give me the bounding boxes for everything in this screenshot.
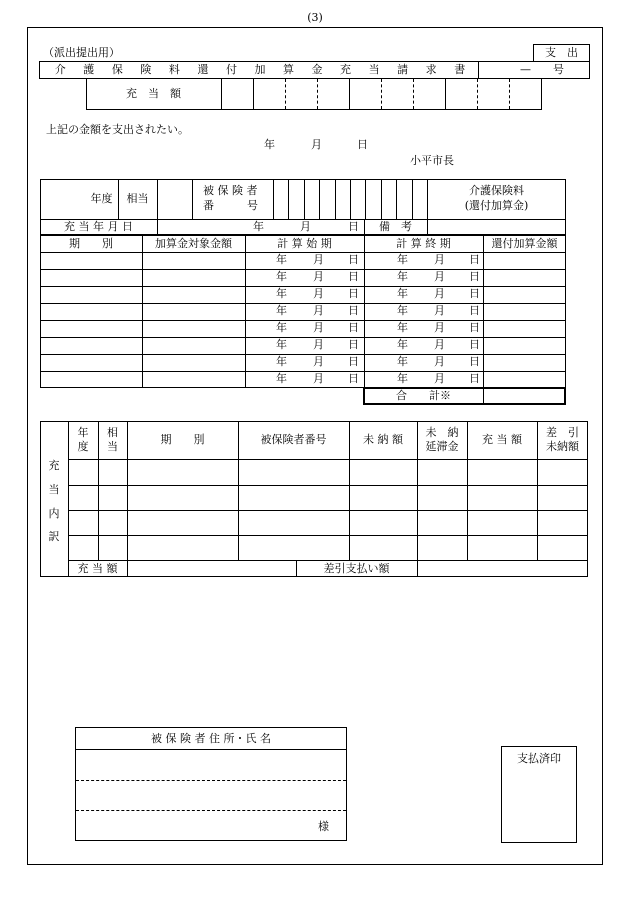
insured-digit-divider — [365, 179, 366, 219]
calc-end-month: 月 — [434, 338, 445, 351]
insured-digit-divider — [273, 179, 274, 219]
calc-start-month: 月 — [313, 355, 324, 368]
insured-digit-divider — [288, 179, 289, 219]
calc-start-month: 月 — [313, 321, 324, 334]
calc-end-day: 日 — [469, 355, 480, 368]
calc-row-divider — [40, 320, 566, 321]
side-label-char: 充 — [48, 459, 60, 472]
bd-year-line2: 度 — [77, 440, 89, 453]
bd-unpaid-header: 未 納 額 — [363, 433, 403, 447]
amount-label: 充 当 額 — [126, 87, 181, 101]
insured-digit-divider — [335, 179, 336, 219]
calc-start-month: 月 — [313, 287, 324, 300]
allot-year: 年 — [253, 220, 264, 233]
equivalent-label: 相当 — [126, 192, 149, 206]
calc-start-year: 年 — [276, 338, 287, 351]
calc-start-month: 月 — [313, 253, 324, 266]
calc-start-year: 年 — [276, 321, 287, 334]
side-label-char: 内 — [48, 507, 60, 520]
title-char: 金 — [311, 63, 323, 76]
request-month: 月 — [311, 138, 322, 151]
calc-end-month: 月 — [434, 355, 445, 368]
bd-late-line2: 延滞金 — [425, 440, 459, 453]
premium-label-line2: (還付加算金) — [464, 199, 529, 212]
calc-end-day: 日 — [469, 253, 480, 266]
calc-end-month: 月 — [434, 304, 445, 317]
calc-header: 加算金対象金額 — [155, 236, 232, 250]
category-label: 支 出 — [545, 46, 578, 60]
title-divider — [478, 61, 479, 79]
calc-row-divider — [40, 269, 566, 270]
bd-row-divider — [68, 459, 588, 460]
calc-end-month: 月 — [434, 253, 445, 266]
payment-stamp-label: 支払済印 — [517, 752, 561, 765]
title-char: 請 — [397, 63, 409, 76]
calc-start-day: 日 — [348, 253, 359, 266]
insured-digit-divider — [319, 179, 320, 219]
calc-row-divider — [40, 252, 566, 253]
remarks-label: 備 考 — [379, 220, 412, 234]
calc-end-day: 日 — [469, 270, 480, 283]
allot-month: 月 — [300, 220, 311, 233]
calc-row-divider — [40, 354, 566, 355]
side-label-char: 訳 — [48, 530, 60, 543]
bd-diff-line2: 未納額 — [546, 440, 579, 453]
calc-start-year: 年 — [276, 304, 287, 317]
bd-late-line1: 未 納 — [425, 426, 459, 439]
category-box — [533, 44, 590, 62]
insured-digit-divider — [381, 179, 382, 219]
bd-footer-divider — [417, 560, 418, 577]
amount-cell-divider — [349, 79, 350, 109]
amount-cell-divider — [445, 79, 446, 109]
page-number: (3) — [307, 11, 323, 24]
calc-end-year: 年 — [397, 372, 408, 385]
calc-col-divider — [142, 235, 143, 388]
calc-header: 計 算 終 期 — [396, 236, 451, 250]
bd-year-line1: 年 — [77, 426, 89, 439]
calc-end-day: 日 — [469, 304, 480, 317]
calc-start-month: 月 — [313, 338, 324, 351]
amount-cell-divider — [477, 79, 478, 109]
bd-eq-line1: 相 — [107, 426, 118, 439]
side-label-char: 当 — [48, 483, 60, 496]
title-char: 険 — [140, 63, 152, 76]
calc-row-divider — [40, 371, 566, 372]
calc-end-year: 年 — [397, 321, 408, 334]
calc-row-divider — [40, 286, 566, 287]
calc-start-year: 年 — [276, 372, 287, 385]
insured-digit-divider — [304, 179, 305, 219]
calc-row-divider — [40, 303, 566, 304]
title-char: 加 — [254, 63, 266, 76]
title-char: 護 — [83, 63, 95, 76]
calc-start-day: 日 — [348, 287, 359, 300]
insured-label-line1: 被 保 険 者 — [203, 184, 258, 197]
mayor-label: 小平市長 — [410, 154, 454, 167]
insured-digit-divider — [412, 179, 413, 219]
title-char: 介 — [54, 63, 66, 76]
allot-date-label: 充 当 年 月 日 — [64, 220, 133, 234]
calc-end-day: 日 — [469, 287, 480, 300]
title-char: 付 — [225, 63, 237, 76]
bd-row-divider — [68, 510, 588, 511]
calc-col-divider — [483, 235, 484, 388]
bd-insured-no-header: 被保険者番号 — [260, 433, 327, 447]
calc-end-year: 年 — [397, 355, 408, 368]
calc-start-day: 日 — [348, 321, 359, 334]
insured-digit-divider — [396, 179, 397, 219]
calc-end-month: 月 — [434, 287, 445, 300]
form-number-label: — 号 — [520, 63, 564, 76]
title-char: 当 — [368, 63, 380, 76]
calc-end-year: 年 — [397, 270, 408, 283]
calc-start-day: 日 — [348, 270, 359, 283]
amount-cell-divider — [285, 79, 286, 109]
amount-cell-divider — [509, 79, 510, 109]
calc-start-day: 日 — [348, 355, 359, 368]
amount-cell-divider — [413, 79, 414, 109]
calc-header: 還付加算金額 — [491, 236, 558, 250]
calc-row-divider — [40, 337, 566, 338]
calc-end-day: 日 — [469, 372, 480, 385]
calc-end-year: 年 — [397, 287, 408, 300]
amount-cell-divider — [381, 79, 382, 109]
calc-col-divider — [364, 235, 365, 388]
calc-start-day: 日 — [348, 304, 359, 317]
insured-digit-divider — [350, 179, 351, 219]
address-honorific: 様 — [318, 820, 329, 833]
title-char: 還 — [197, 63, 209, 76]
amount-cell-divider — [317, 79, 318, 109]
bd-diff-line1: 差 引 — [546, 426, 579, 439]
bd-row-divider — [68, 485, 588, 486]
title-char: 料 — [168, 63, 180, 76]
calc-end-month: 月 — [434, 372, 445, 385]
address-box-title: 被 保 険 者 住 所・氏 名 — [151, 731, 271, 745]
calc-end-year: 年 — [397, 338, 408, 351]
bd-allot-header: 充 当 額 — [482, 433, 522, 447]
calc-start-day: 日 — [348, 372, 359, 385]
request-statement: 上記の金額を支出されたい。 — [46, 123, 189, 136]
calc-end-day: 日 — [469, 321, 480, 334]
bd-footer-allot-label: 充 当 額 — [77, 561, 118, 575]
fiscal-year-label: 年度 — [90, 192, 113, 206]
calc-start-year: 年 — [276, 287, 287, 300]
title-char: 書 — [454, 63, 466, 76]
allot-day: 日 — [348, 220, 359, 233]
calc-start-month: 月 — [313, 270, 324, 283]
request-day: 日 — [357, 138, 368, 151]
amount-cell-divider — [253, 79, 254, 109]
bd-row-divider — [68, 535, 588, 536]
copy-type-label: （派出提出用） — [43, 46, 120, 59]
title-char: 充 — [340, 63, 352, 76]
calc-start-year: 年 — [276, 253, 287, 266]
calc-col-divider — [245, 235, 246, 388]
title-char: 保 — [111, 63, 123, 76]
bd-footer-divider — [127, 560, 128, 577]
premium-label-line1: 介護保険料 — [469, 184, 524, 197]
calc-end-month: 月 — [434, 270, 445, 283]
bd-period-header: 期 別 — [160, 433, 205, 447]
calc-end-day: 日 — [469, 338, 480, 351]
calc-header: 計 算 始 期 — [277, 236, 332, 250]
request-year: 年 — [264, 138, 275, 151]
calc-end-year: 年 — [397, 253, 408, 266]
insured-label-line2: 番 号 — [203, 199, 258, 212]
calc-start-month: 月 — [313, 304, 324, 317]
calc-start-year: 年 — [276, 270, 287, 283]
bd-footer-net-payment-label: 差引支払い額 — [323, 561, 390, 575]
calc-start-day: 日 — [348, 338, 359, 351]
calc-start-month: 月 — [313, 372, 324, 385]
calc-table — [40, 235, 566, 388]
calc-header: 期 別 — [69, 236, 113, 250]
total-label: 合 計※ — [396, 389, 451, 403]
title-char: 求 — [425, 63, 437, 76]
calc-start-year: 年 — [276, 355, 287, 368]
bd-eq-line2: 当 — [107, 440, 118, 453]
title-char: 算 — [283, 63, 295, 76]
amount-cell-divider — [221, 79, 222, 109]
calc-end-year: 年 — [397, 304, 408, 317]
calc-end-month: 月 — [434, 321, 445, 334]
